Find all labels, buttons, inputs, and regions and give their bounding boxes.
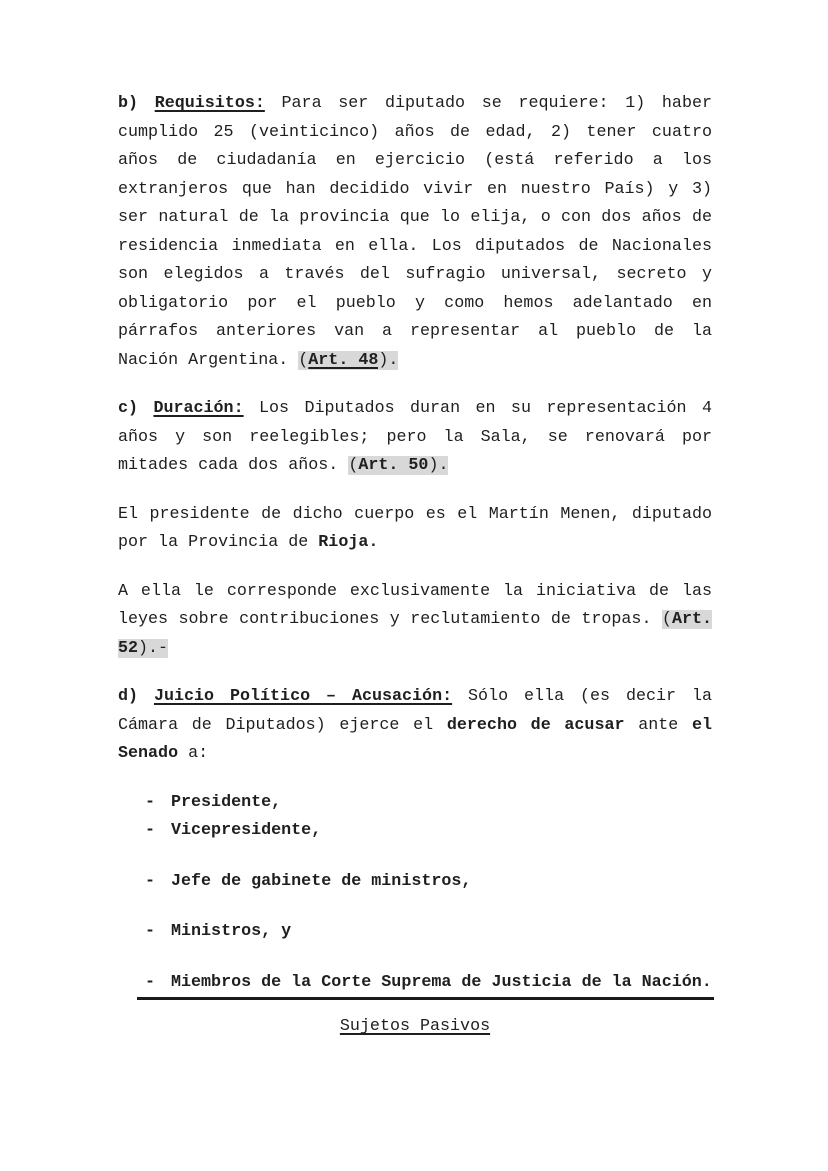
section-divider bbox=[137, 997, 714, 1000]
text-run: Art. 48 bbox=[308, 350, 379, 370]
accusation-list bbox=[118, 789, 712, 998]
paragraph-iniciativa bbox=[118, 578, 712, 664]
list-item-marker: - bbox=[145, 871, 156, 891]
text-run: d) bbox=[118, 687, 154, 706]
text-run: Requisitos: bbox=[154, 94, 265, 113]
list-item-text: Jefe de gabinete de ministros, bbox=[171, 871, 472, 891]
text-run: El presidente de dicho cuerpo es el Martín Menen, diputado por la Provincia de bbox=[118, 504, 712, 552]
text-run: ).- bbox=[138, 638, 169, 658]
list-item-text: Vicepresidente, bbox=[171, 821, 322, 840]
section-heading-sujetos-pasivos bbox=[118, 1013, 712, 1042]
text-run: ( bbox=[661, 610, 672, 629]
list-item-presidente bbox=[118, 789, 712, 818]
text-run: b) bbox=[118, 94, 155, 113]
list-item-ministros bbox=[118, 918, 712, 947]
list-item-marker: - bbox=[145, 922, 156, 941]
text-run: ). bbox=[378, 350, 399, 370]
text-run: derecho de acusar bbox=[446, 715, 625, 735]
text-run: a: bbox=[178, 744, 209, 763]
text-run: Sólo ella (es decir la Cámara de Diputados) ejerce el bbox=[118, 687, 713, 735]
paragraph-duracion bbox=[118, 395, 712, 481]
list-item-text: Presidente, bbox=[171, 792, 282, 812]
text-run: ( bbox=[348, 456, 359, 475]
text-run: Art. bbox=[671, 610, 712, 629]
text-run: Juicio Político – Acusación: bbox=[153, 687, 453, 706]
list-item-jefe-gabinete bbox=[118, 868, 712, 897]
text-run: ( bbox=[298, 350, 309, 370]
text-run: Para ser diputado se requiere: 1) haber cumplido 25 (veinticinco) años de edad, 2) tener cuatro años de ciudadanía en ejercicio (está referido a los extranjeros que han decidido vivir en nuestro País) y 3) ser natural de la provincia que lo elija, o con dos años de residencia inmediata en ella. Los diputados de Nacionales son elegidos a través del sufragio universal, secreto y obligatorio por el pueblo y como hemos adelantado en párrafos anteriores van a representar al pueblo de la Nación Argentina. bbox=[118, 94, 712, 370]
text-run: 52 bbox=[118, 638, 139, 658]
text-run: ante bbox=[624, 715, 692, 735]
paragraph-requisitos bbox=[118, 90, 712, 375]
text-run: Los Diputados duran en su representación 4 años y son reelegibles; pero la Sala, se renovará por mitades cada dos años. bbox=[118, 399, 713, 475]
paragraph-juicio-politico bbox=[118, 683, 712, 769]
text-run: Art. 50 bbox=[358, 456, 429, 475]
text-run: Duración: bbox=[153, 399, 244, 418]
text-run: el Senado bbox=[118, 715, 712, 763]
text-run: A ella le corresponde exclusivamente la iniciativa de las leyes sobre contribuciones y reclutamiento de tropas. bbox=[118, 581, 712, 629]
list-item-vicepresidente bbox=[118, 817, 712, 846]
paragraph-presidente bbox=[118, 501, 712, 558]
list-item-marker: - bbox=[145, 972, 156, 992]
list-item-text: Miembros de la Corte Suprema de Justicia de la Nación. bbox=[171, 972, 712, 992]
text-run: ). bbox=[428, 456, 449, 475]
list-item-marker: - bbox=[145, 821, 156, 840]
list-item-marker: - bbox=[145, 792, 156, 812]
section-heading-text: Sujetos Pasivos bbox=[339, 1017, 491, 1036]
list-item-corte-suprema bbox=[118, 969, 712, 998]
text-run: c) bbox=[118, 399, 154, 418]
list-item-text: Ministros, y bbox=[171, 922, 292, 941]
text-run: Rioja. bbox=[318, 533, 379, 552]
